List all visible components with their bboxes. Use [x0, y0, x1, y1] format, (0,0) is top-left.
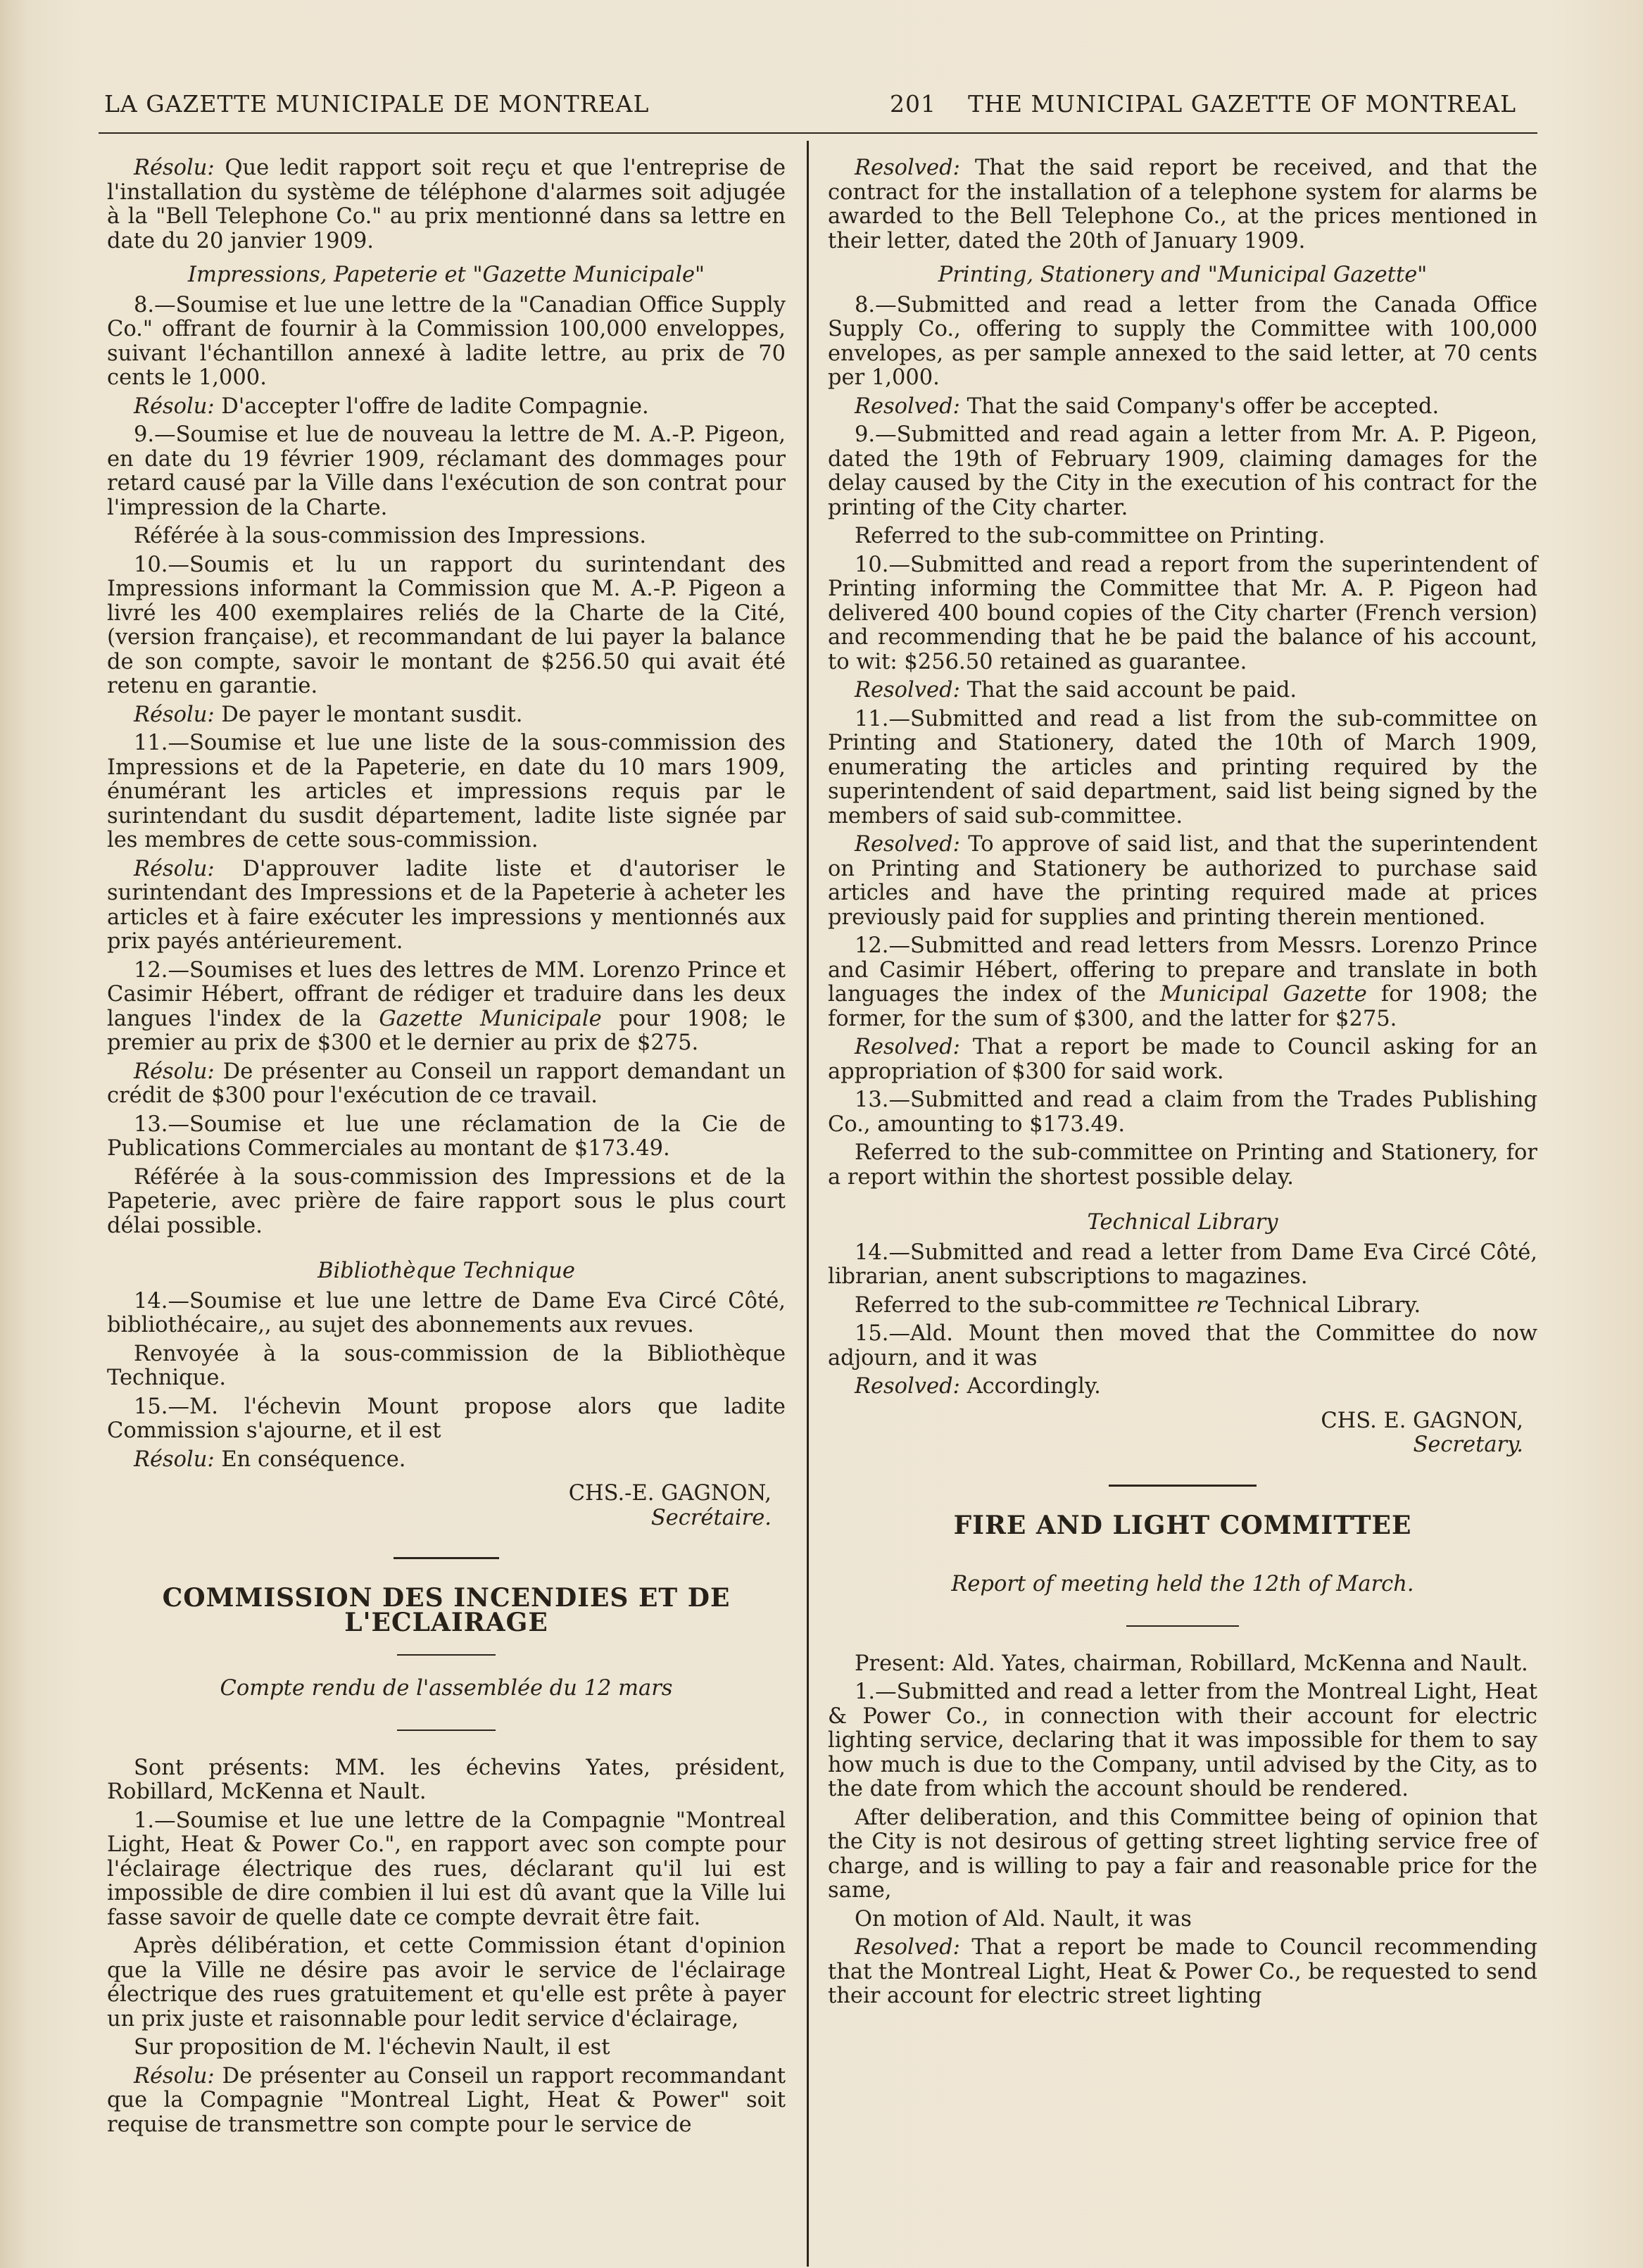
- paragraph: 14.—Submitted and read a letter from Dame Eva Circé Côté, librarian, anent subscriptions to magazines.: [828, 1240, 1537, 1289]
- paragraph: [107, 959, 786, 1056]
- section-subheading: Printing, Stationery and "Municipal Gazette": [938, 263, 1428, 287]
- paragraph: 14.—Soumise et lue une lettre de Dame Eva Circé Côté, bibliothécaire,, au sujet des abonnements aux revues.: [107, 1288, 786, 1337]
- paragraph: [828, 395, 1537, 420]
- resolution-label: Resolved:: [855, 393, 960, 419]
- paragraph-text: D'approuver ladite liste et d'autoriser le surintendant des Impressions et de la Papeterie à acheter les articles et à faire exécuter les impressions y mentionnés aux prix payés antérieurement.: [107, 856, 786, 954]
- paragraph-text: That a report be made to Council recommending that the Montreal Light, Heat & Power Co., be requested to send their account for electric street lighting: [828, 1935, 1537, 2008]
- paragraph: 15.—M. l'échevin Mount propose alors que ladite Commission s'ajourne, et il est: [107, 1394, 786, 1443]
- page-header: [104, 90, 1516, 125]
- paragraph: 11.—Submitted and read a list from the sub-committee on Printing and Stationery, dated the 10th of March 1909, enumerating the articles and printing required by the superintendent of said department, said list being signed by the members of said sub-committee.: [828, 706, 1537, 829]
- paragraph: [107, 857, 786, 955]
- paragraph: After deliberation, and this Committee being of opinion that the City is not desirous of getting street lighting service free of charge, and is willing to pay a fair and reasonable price for the same,: [828, 1805, 1537, 1903]
- paragraph: Present: Ald. Yates, chairman, Robillard, McKenna and Nault.: [855, 1651, 1528, 1676]
- signature-title: Secretary.: [1413, 1432, 1523, 1457]
- paragraph-text: D'accepter l'offre de ladite Compagnie.: [214, 393, 649, 419]
- signature-title: Secrétaire.: [650, 1505, 772, 1530]
- section-heading: COMMISSION DES INCENDIES ET DE L'ECLAIRAGE: [162, 1583, 731, 1637]
- resolution-label: Resolved:: [855, 156, 960, 180]
- paragraph: 1.—Soumise et lue une lettre de la Compagnie "Montreal Light, Heat & Power Co.", en rapport avec son compte pour l'éclairage électrique des rues, déclarant qu'il lui est impossible de dire combien il lui est dû avant que la Ville lui fasse savoir de quelle date ce compte devrait être fait.: [107, 1808, 786, 1930]
- paragraph: [107, 395, 786, 420]
- paragraph: Référée à la sous-commission des Impressions et de la Papeterie, avec prière de faire rapport sous le plus court délai possible.: [107, 1164, 786, 1238]
- resolution-label: Résolu:: [134, 702, 215, 727]
- paragraph: 15.—Ald. Mount then moved that the Committee do now adjourn, and it was: [828, 1321, 1537, 1371]
- paragraph: [828, 1375, 1537, 1399]
- signature-name: CHS. E. GAGNON,: [1321, 1408, 1523, 1433]
- page-number: 201: [890, 90, 936, 118]
- signature-name: CHS.-E. GAGNON,: [568, 1481, 772, 1506]
- paragraph: [828, 833, 1537, 930]
- report-rule: [397, 1730, 496, 1731]
- paragraph-text: That the said account be paid.: [959, 678, 1297, 703]
- paragraph: Référée à la sous-commission des Impressions.: [134, 524, 647, 548]
- publication-name: Municipal Gazette: [1160, 982, 1367, 1007]
- report-title: Compte rendu de l'assemblée du 12 mars: [220, 1676, 673, 1701]
- heading-rule: [397, 1654, 496, 1656]
- latin-term: re: [1196, 1292, 1219, 1318]
- paragraph: 10.—Soumis et lu un rapport du surintendant des Impressions informant la Commission que M. A.-P. Pigeon a livré les 400 exemplaires reliés de la Charte de la Cité, (version française), et recommandant de lui payer la balance de son compte, savoir le montant de $256.50 qui avait été retenu en garantie.: [107, 552, 786, 698]
- paragraph-text: 12.—Soumises et lues des lettres de MM. Lorenzo Prince et Casimir Hébert, offrant de rédiger et traduire dans les deux langues l'index de la: [107, 957, 786, 1031]
- paragraph: 9.—Soumise et lue de nouveau la lettre de M. A.-P. Pigeon, en date du 19 février 1909, réclamant des dommages pour retard causé par la Ville dans l'exécution de son contrat pour l'impression de la Charte.: [107, 422, 786, 520]
- publication-name: Gazette Municipale: [379, 1006, 602, 1031]
- paragraph-text: To approve of said list, and that the superintendent on Printing and Stationery be authorized to purchase said articles and have the printing required made at prices previously paid for supplies and printing therein mentioned.: [828, 832, 1537, 930]
- paragraph: [107, 703, 786, 728]
- english-column: [828, 156, 1537, 2009]
- resolution-label: Résolu:: [134, 1447, 215, 1472]
- paragraph: 10.—Submitted and read a report from the superintendent of Printing informing the Committee that Mr. A. P. Pigeon had delivered 400 bound copies of the City charter (French version) and recommending that he be paid the balance of his account, to wit: $256.50 retained as guarantee.: [828, 552, 1537, 674]
- resolution-label: Résolu:: [134, 393, 215, 419]
- resolution-label: Resolved:: [855, 1935, 960, 1960]
- paragraph: [828, 679, 1537, 703]
- paragraph: 9.—Submitted and read again a letter from Mr. A. P. Pigeon, dated the 19th of February 1909, claiming damages for the delay caused by the City in the execution of his contract for the printing of the City charter.: [828, 422, 1537, 520]
- paragraph-text: De payer le montant susdit.: [214, 702, 523, 727]
- paragraph: Renvoyée à la sous-commission de la Bibliothèque Technique.: [107, 1341, 786, 1390]
- paragraph: Sont présents: MM. les échevins Yates, président, Robillard, McKenna et Nault.: [107, 1755, 786, 1804]
- header-rule: [99, 132, 1537, 134]
- paragraph: On motion of Ald. Nault, it was: [855, 1906, 1192, 1932]
- paragraph: Referred to the sub-committee on Printing and Stationery, for a report within the shortest possible delay.: [828, 1140, 1537, 1190]
- resolution-label: Résolu:: [134, 1059, 215, 1084]
- paragraph: 13.—Submitted and read a claim from the Trades Publishing Co., amounting to $173.49.: [828, 1088, 1537, 1137]
- paragraph-text: Que ledit rapport soit reçu et que l'entreprise de l'installation du système de téléphone d'alarmes soit adjugée à la "Bell Telephone Co." au prix mentionné dans sa lettre en date du 20 janvier 1909.: [107, 156, 786, 253]
- paragraph: Sur proposition de M. l'échevin Nault, il est: [134, 2035, 610, 2060]
- french-column: [107, 156, 786, 2137]
- paragraph: Après délibération, et cette Commission étant d'opinion que la Ville ne désire pas avoir le service de l'éclairage électrique des rues gratuitement et qu'elle est prête à payer un prix juste et raisonnable pour ledit service d'éclairage,: [107, 1934, 786, 2031]
- section-subheading: Technical Library: [1087, 1210, 1278, 1235]
- paragraph: [828, 1035, 1537, 1084]
- paragraph: [107, 1060, 786, 1109]
- paragraph: 8.—Soumise et lue une lettre de la "Canadian Office Supply Co." offrant de fournir à la Commission 100,000 enveloppes, suivant l'échantillon annexé à ladite lettre, au prix de 70 cents le 1,000.: [107, 292, 786, 390]
- paragraph: [828, 1936, 1537, 2009]
- paragraph: [107, 156, 786, 253]
- section-subheading: Bibliothèque Technique: [317, 1259, 575, 1283]
- paragraph-text: De présenter au Conseil un rapport demandant un crédit de $300 pour l'exécution de ce travail.: [107, 1059, 786, 1108]
- paragraph-text: pour 1908; le premier au prix de $300 et le dernier au prix de $275.: [107, 1006, 786, 1055]
- paragraph-text: 12.—Submitted and read letters from Messrs. Lorenzo Prince and Casimir Hébert, offering to prepare and translate in both languages the index of the: [828, 933, 1537, 1007]
- paragraph: Referred to the sub-committee on Printing.: [855, 524, 1326, 548]
- paragraph-text: En conséquence.: [214, 1447, 406, 1472]
- resolution-label: Resolved:: [855, 678, 960, 703]
- section-subheading: Impressions, Papeterie et "Gazette Municipale": [187, 263, 705, 287]
- paragraph-text: That the said Company's offer be accepted.: [959, 393, 1440, 419]
- resolution-label: Resolved:: [855, 1374, 960, 1399]
- resolution-label: Résolu:: [134, 156, 215, 180]
- paragraph: [828, 934, 1537, 1031]
- paragraph: [107, 2065, 786, 2138]
- header-english-title: THE MUNICIPAL GAZETTE OF MONTREAL: [968, 90, 1516, 118]
- paragraph-text: De présenter au Conseil un rapport recommandant que la Compagnie "Montreal Light, Heat & Power" soit requise de transmettre son compte pour le service de: [107, 2063, 786, 2137]
- resolution-label: Résolu:: [134, 2063, 215, 2089]
- paragraph: [828, 156, 1537, 253]
- paragraph-text: That a report be made to Council asking for an appropriation of $300 for said work.: [828, 1035, 1537, 1084]
- paragraph: [828, 1294, 1537, 1318]
- paragraph: [107, 1448, 786, 1473]
- paragraph: 11.—Soumise et lue une liste de la sous-commission des Impressions et de la Papeterie, en date du 10 mars 1909, énumérant les articles et impressions requis par le surintendant du susdit département, ladite liste signée par les membres de cette sous-commission.: [107, 731, 786, 852]
- resolution-label: Resolved:: [855, 1035, 960, 1059]
- column-divider: [807, 141, 809, 2267]
- paragraph: 13.—Soumise et lue une réclamation de la Cie de Publications Commerciales au montant de $173.49.: [107, 1111, 786, 1161]
- report-title: Report of meeting held the 12th of March.: [951, 1572, 1414, 1596]
- section-heading: FIRE AND LIGHT COMMITTEE: [953, 1510, 1412, 1540]
- section-rule: [394, 1557, 499, 1559]
- report-rule: [1126, 1625, 1239, 1627]
- header-french-title: LA GAZETTE MUNICIPALE DE MONTREAL: [104, 90, 650, 118]
- paragraph-text: Accordingly.: [959, 1374, 1101, 1399]
- paragraph-text: Referred to the sub-committee: [855, 1292, 1197, 1318]
- paragraph: 8.—Submitted and read a letter from the Canada Office Supply Co., offering to supply the Committee with 100,000 envelopes, as per sample annexed to the said letter, at 70 cents per 1,000.: [828, 292, 1537, 390]
- paragraph-text: for 1908; the former, for the sum of $300, and the latter for $275.: [828, 982, 1537, 1031]
- section-rule: [1109, 1485, 1257, 1487]
- resolution-label: Résolu:: [134, 856, 215, 881]
- paragraph-text: That the said report be received, and that the contract for the installation of a telephone system for alarms be awarded to the Bell Telephone Co., at the prices mentioned in their letter, dated the 20th of January 1909.: [828, 156, 1537, 253]
- resolution-label: Resolved:: [855, 832, 960, 857]
- paragraph-text: Technical Library.: [1219, 1292, 1421, 1318]
- paragraph: 1.—Submitted and read a letter from the Montreal Light, Heat & Power Co., in connection with their account for electric lighting service, declaring that it was impossible for them to say how much is due to the Company, until advised by the City, as to the date from which the account should be rendered.: [828, 1680, 1537, 1801]
